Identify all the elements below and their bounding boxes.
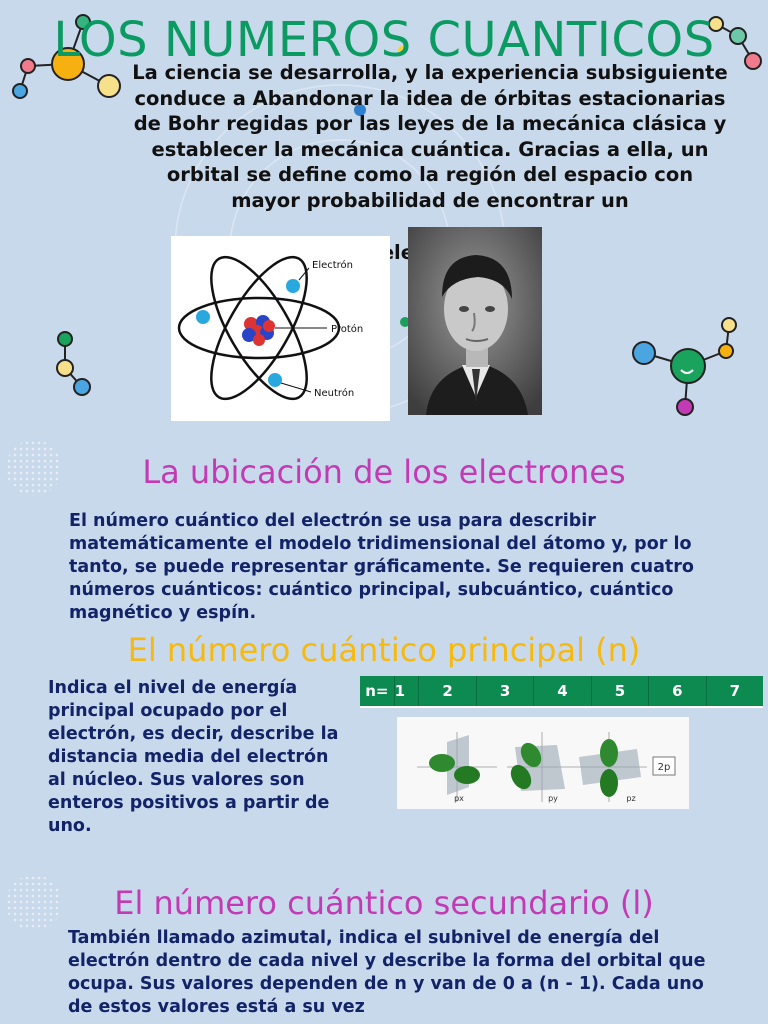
intro-paragraph: La ciencia se desarrolla, y la experiencia subsiguiente conduce a Abandonar la idea de órbitas estacionarias de Bohr regidas por las leyes de la mecánica clásica y establecer la mecánica cuántica. Gracias a ella, un orbital se define como la región del espacio con mayor probabilidad de encontrar un [132,61,728,212]
n-values-table [360,676,763,708]
orbital-box-label: 2p [657,762,671,773]
electron-label: Electrón [312,260,354,271]
neutron-label: Neutrón [314,388,355,399]
molecule-icon-right [625,310,750,422]
n-label-cell: n= [360,676,395,706]
orbital-label-py: py [548,794,558,803]
orbital-label-px: px [454,794,464,803]
bohr-portrait-image [408,227,542,415]
principal-paragraph: Indica el nivel de energía principal ocupado por el electrón, es decir, describe la distancia media del electrón al núcleo. Sus valores son enteros positivos a partir de uno. [48,678,339,836]
page-title: LOS NUMEROS CUANTICOS [53,12,715,68]
n-value-cell: 7 [729,682,741,700]
n-value-cell: 1 [395,676,420,706]
section-heading-ubicacion: La ubicación de los electrones [142,453,626,491]
proton-label: Protón [331,324,364,335]
p-orbitals-image [397,717,689,809]
n-value-cell: 6 [649,676,706,706]
section-heading-secundario: El número cuántico secundario (l) [114,884,654,922]
n-value-cell: 5 [592,676,649,706]
n-value-cell: 4 [534,676,591,706]
secundario-paragraph: También llamado azimutal, indica el subnivel de energía del electrón dentro de cada nivel y describe la forma del orbital que ocupa. Sus valores dependen de n y van de 0 a (n - 1). Cada uno de estos valores está a su vez [68,928,706,1017]
molecule-icon-left [50,326,100,402]
orbital-label-pz: pz [626,794,636,803]
n-value-cell: 2 [419,676,476,706]
section-heading-principal: El número cuántico principal (n) [127,631,641,669]
atom-diagram-image [171,236,390,421]
n-value-cell: 3 [477,676,534,706]
ubicacion-paragraph: El número cuántico del electrón se usa para describir matemáticamente el modelo tridimensional del átomo y, por lo tanto, se puede representar gráficamente. Se requieren cuatro números cuánticos: cuántico principal, subcuántico, cuántico magnético y espín. [69,511,694,623]
